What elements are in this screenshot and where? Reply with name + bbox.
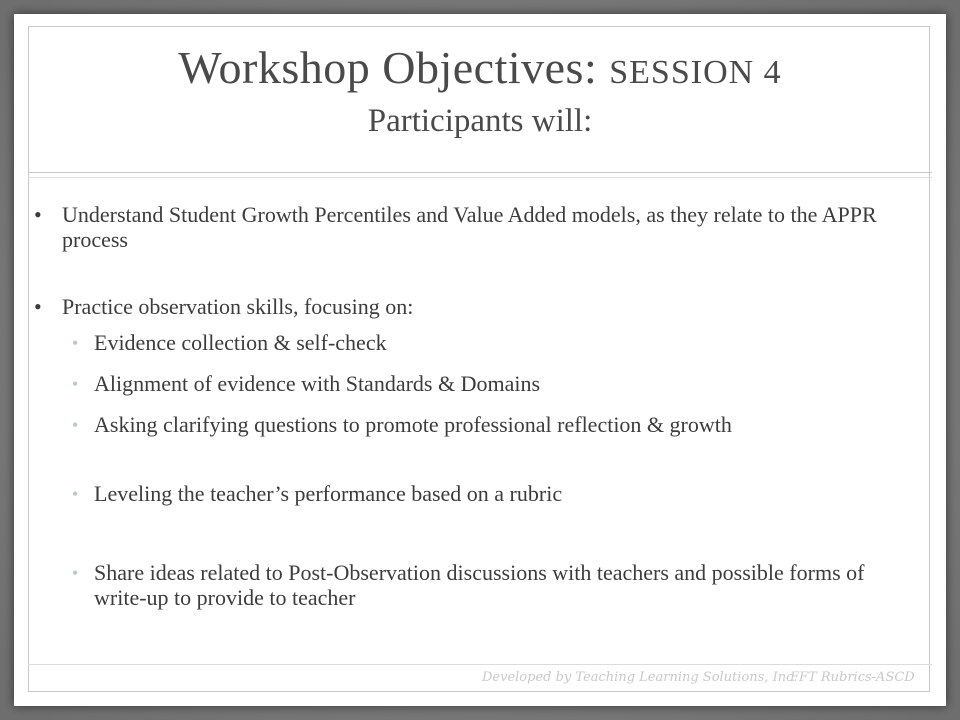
objective-item (34, 294, 914, 320)
sub-objective-text: Share ideas related to Post-Observation discussions with teachers and possible forms of write-up to provide to teacher (94, 560, 865, 610)
sub-objective-text: Evidence collection & self-check (94, 330, 387, 355)
sub-objective-text: Asking clarifying questions to promote professional reflection & growth (94, 412, 732, 437)
slide-title-session: SESSION 4 (609, 54, 782, 91)
objective-text: Understand Student Growth Percentiles and Value Added models, as they relate to the APPR process (62, 202, 877, 252)
sub-objective-item (72, 371, 922, 397)
slide-body (14, 14, 946, 706)
bullet-icon: • (34, 294, 42, 319)
sub-bullet-icon: • (72, 415, 79, 435)
footer-source: FFT Rubrics-ASCD (790, 670, 915, 685)
slide (14, 14, 946, 706)
sub-objective-item (72, 330, 922, 356)
bullet-icon: • (34, 202, 42, 227)
sub-objective-item (72, 560, 922, 610)
sub-bullet-icon: • (72, 484, 79, 504)
objective-text: Practice observation skills, focusing on: (62, 294, 414, 319)
sub-objective-item (72, 481, 922, 507)
sub-objective-text: Leveling the teacher’s performance based on a rubric (94, 481, 563, 506)
footer-divider (28, 664, 932, 665)
sub-bullet-icon: • (72, 374, 79, 394)
sub-bullet-icon: • (72, 333, 79, 353)
slide-title: Workshop Objectives: (178, 42, 598, 93)
footer-credit: Developed by Teaching Learning Solutions, Inc. (482, 670, 798, 685)
slide-subtitle: Participants will: (367, 103, 593, 139)
objective-item (34, 202, 914, 252)
sub-objective-item (72, 412, 922, 438)
sub-bullet-icon: • (72, 563, 79, 583)
sub-objective-text: Alignment of evidence with Standards & Domains (94, 371, 541, 396)
